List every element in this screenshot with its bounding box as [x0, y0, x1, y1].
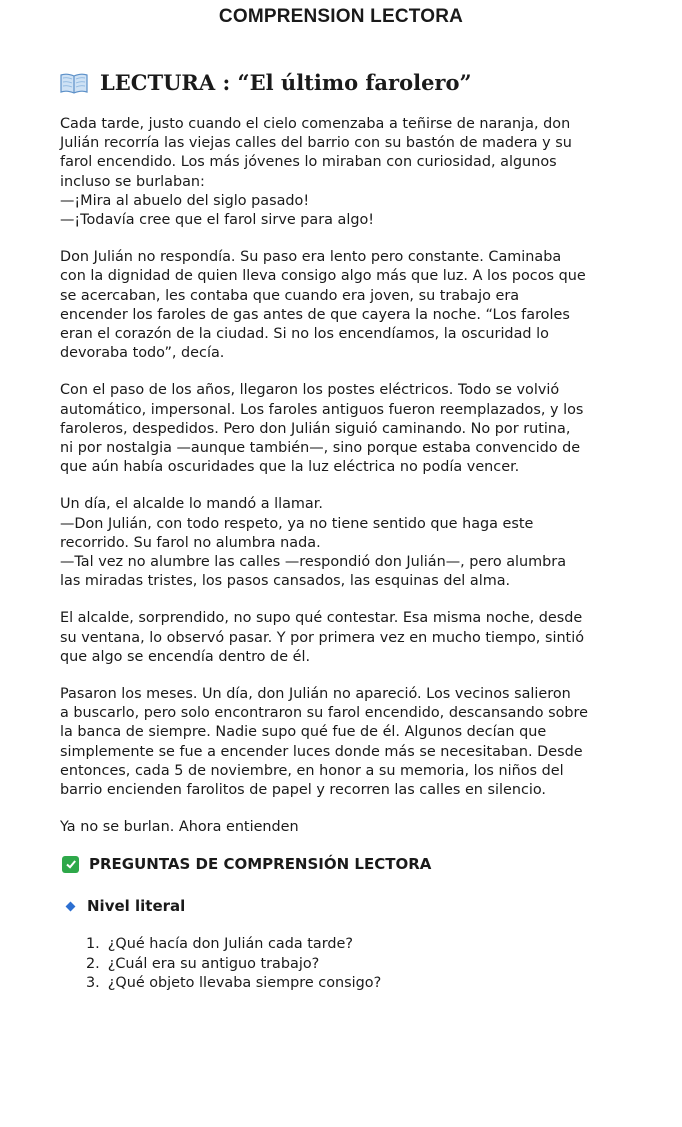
paragraph: Con el paso de los años, llegaron los postes eléctricos. Todo se volvió automático, impersonal. Los faroles antiguos fueron reemplazados, y los faroleros, despedidos. Pero don Julián siguió caminando. No por rutina, ni por nostalgia —aunque también—, sino porque estaba convencido de que aún había oscuridades que la luz eléctrica no podía vencer. — [60, 382, 584, 476]
paragraph: Cada tarde, justo cuando el cielo comenzaba a teñirse de naranja, don Julián recorría las viejas calles del barrio con su bastón de madera y su farol encendido. Los más jóvenes lo miraban con curiosidad, algunos incluso se burlaban: —¡Mira al abuelo del siglo pasado! —¡Todavía cree que el farol sirve para algo! — [60, 116, 572, 229]
question-number: 1. — [86, 936, 100, 952]
paragraph: El alcalde, sorprendido, no supo qué contestar. Esa misma noche, desde su ventana, lo observó pasar. Y por primera vez en mucho tiempo, sintió que algo se encendía dentro de él. — [60, 610, 585, 665]
question-number: 2. — [86, 955, 100, 972]
questions-heading — [62, 855, 431, 873]
open-book-icon — [60, 72, 88, 94]
question-text: ¿Qué hacía don Julián cada tarde? — [107, 936, 354, 952]
diamond-bullet-icon — [66, 901, 76, 911]
paragraph: Don Julián no respondía. Su paso era lento pero constante. Caminaba con la dignidad de quien lleva consigo algo más que luz. A los pocos que se acercaban, les contaba que cuando era joven, su trabajo era encender los faroles de gas antes de que cayera la noche. “Los faroles eran el corazón de la ciudad. Si no los encendíamos, la oscuridad lo devoraba todo”, decía. — [60, 249, 586, 362]
page-title: COMPRENSION LECTORA — [218, 6, 464, 27]
level-title: Nivel literal — [87, 897, 186, 915]
list-item — [86, 955, 381, 975]
list-item — [86, 935, 381, 955]
question-list — [86, 935, 381, 994]
paragraph: Un día, el alcalde lo mandó a llamar. —Don Julián, con todo respeto, ya no tiene sentido que haga este recorrido. Su farol no alumbra nada. —Tal vez no alumbre las calles —respondió don Julián—, pero alumbra las miradas tristes, los pasos cansados, las esquinas del alma. — [60, 496, 567, 590]
paragraph: Ya no se burlan. Ahora entienden — [60, 819, 299, 836]
reading-heading — [60, 70, 472, 95]
level-heading — [67, 897, 185, 915]
question-text: ¿Cuál era su antiguo trabajo? — [107, 955, 320, 972]
reading-title: LECTURA : “El último farolero” — [100, 70, 472, 95]
reading-body — [60, 115, 660, 856]
paragraph: Pasaron los meses. Un día, don Julián no apareció. Los vecinos salieron a buscarlo, pero solo encontraron su farol encendido, descansando sobre la banca de siempre. Nadie supo qué fue de él. Algunos decían que simplemente se fue a encender luces donde más se necesitaban. Desde entonces, cada 5 de noviembre, en honor a su memoria, los niños del barrio encienden farolitos de papel y recorren las calles en silencio. — [60, 686, 588, 799]
question-text: ¿Qué objeto llevaba siempre consigo? — [107, 975, 382, 991]
check-icon — [62, 856, 79, 873]
questions-title: PREGUNTAS DE COMPRENSIÓN LECTORA — [89, 855, 432, 873]
question-number: 3. — [86, 975, 100, 991]
list-item — [86, 974, 381, 994]
